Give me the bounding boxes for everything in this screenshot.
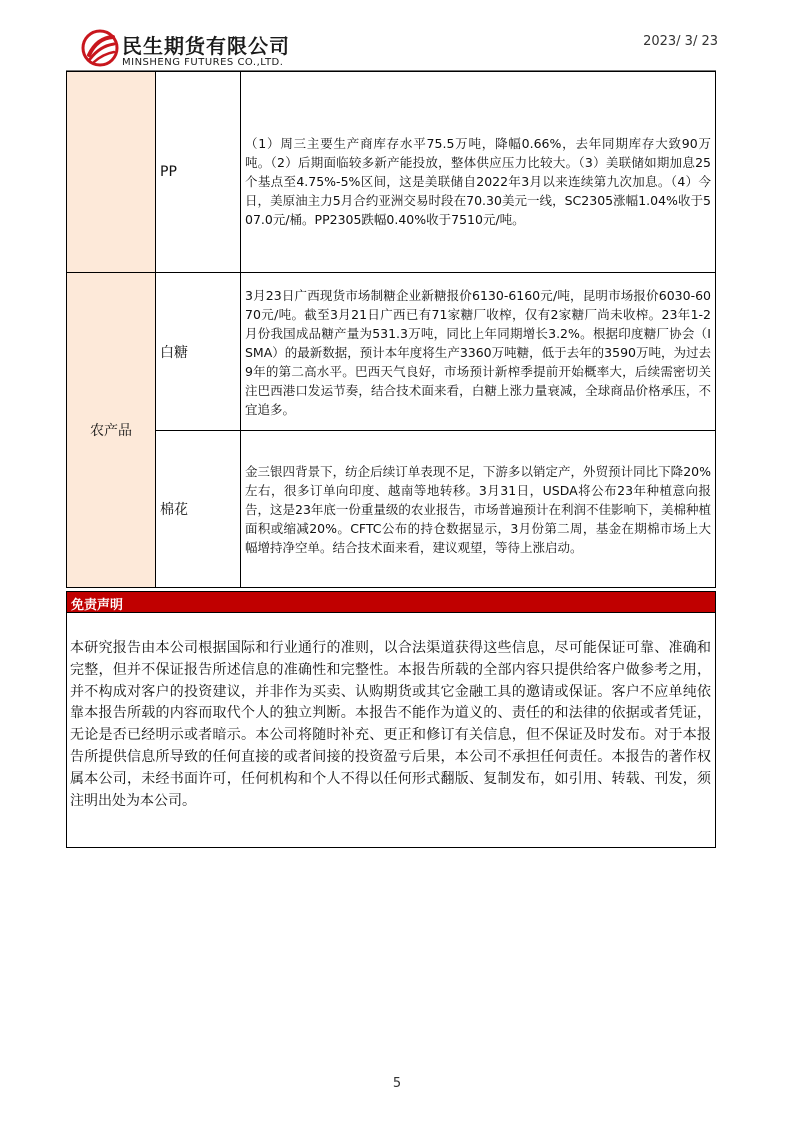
commodity-name-sugar: 白糖: [160, 344, 188, 361]
cotton-analysis-text: 金三银四背景下，纺企后续订单表现不足，下游多以销定产，外贸预计同比下降20%左右，很多订单向印度、越南等地转移。3月31日，USDA将公布23年种植意向报告，这是23年底一份重量级的农业报告，市场普遍预计在利润不佳影响下，美棉种植面积或缩减20%。CFTC公布的持仓数据显示，3月份第二周，基金在期棉市场上大幅增持净空单。结合技术面来看，建议观望，等待上涨启动。: [245, 464, 711, 555]
commodity-name-pp: PP: [160, 164, 177, 180]
disclaimer-header: [66, 591, 716, 613]
disclaimer-title: 免责声明: [71, 598, 124, 613]
page-number: 5: [392, 1076, 402, 1091]
commodity-analysis-cell: [241, 431, 716, 588]
disclaimer-box: [66, 612, 716, 848]
pp-analysis-text: （1）周三主要生产商库存水平75.5万吨，降幅0.66%，去年同期库存大致90万吨。（2）后期面临较多新产能投放，整体供应压力比较大。（3）美联储如期加息25个基点至4.75%-5%区间，这是美联储自2022年3月以来连续第九次加息。（4）今日，美原油主力5月合约亚洲交易时段在70.30美元一线，SC2305涨幅1.04%收于507.0元/桶。PP2305跌幅0.40%收于7510元/吨。: [245, 135, 711, 227]
sugar-analysis-text: 3月23日广西现货市场制糖企业新糖报价6130-6160元/吨，昆明市场报价6030-6070元/吨。截至3月21日广西已有71家糖厂收榨，仅有2家糖厂尚未收榨。23年1-2月份我国成品糖产量为531.3万吨，同比上年同期增长3.2%。根据印度糖厂协会（ISMA）的最新数据，预计本年度将生产3360万吨糖，低于去年的3590万吨，为过去9年的第二高水平。巴西天气良好，市场预计新榨季提前开始概率大，后续需密切关注巴西港口发运节奏，结合技术面来看，白糖上涨力量衰减，全球商品价格承压，不宜追多。: [245, 287, 711, 417]
disclaimer-text: 本研究报告由本公司根据国际和行业通行的准则，以合法渠道获得这些信息，尽可能保证可靠、准确和完整，但并不保证报告所述信息的准确性和完整性。本报告所载的全部内容只提供给客户做参考之用，并不构成对客户的投资建议，并非作为买卖、认购期货或其它金融工具的邀请或保证。客户不应单纯依靠本报告所载的内容而取代个人的独立判断。本报告不能作为道义的、责任的和法律的依据或者凭证，无论是否已经明示或者暗示。本公司将随时补充、更正和修订有关信息，但不保证及时发布。对于本报告所提供信息所导致的任何直接的或者间接的投资盈亏后果，本公司不承担任何责任。本报告的著作权属本公司，未经书面许可，任何机构和个人不得以任何形式翻版、复制发布，如引用、转载、刊发，须注明出处为本公司。: [70, 640, 711, 809]
commodity-name-cell: [156, 72, 241, 273]
commodity-analysis-cell: [241, 72, 716, 273]
category-cell-agri: [67, 273, 156, 588]
minsheng-logo-icon: [80, 28, 120, 68]
table-row-cotton: [67, 431, 716, 588]
category-cell-empty: [67, 72, 156, 273]
table-row-sugar: [67, 273, 716, 431]
commodity-analysis-cell: [241, 273, 716, 431]
commodity-name-cell: [156, 273, 241, 431]
commodity-table: [66, 71, 716, 588]
commodity-name-cell: [156, 431, 241, 588]
table-row-pp: [67, 72, 716, 273]
category-label-agri: 农产品: [90, 423, 132, 439]
company-name-cn: 民生期货有限公司: [122, 34, 290, 58]
report-date: 2023/ 3/ 23: [643, 34, 718, 49]
commodity-name-cotton: 棉花: [160, 502, 188, 518]
company-name-en: MINSHENG FUTURES CO.,LTD.: [122, 57, 284, 68]
